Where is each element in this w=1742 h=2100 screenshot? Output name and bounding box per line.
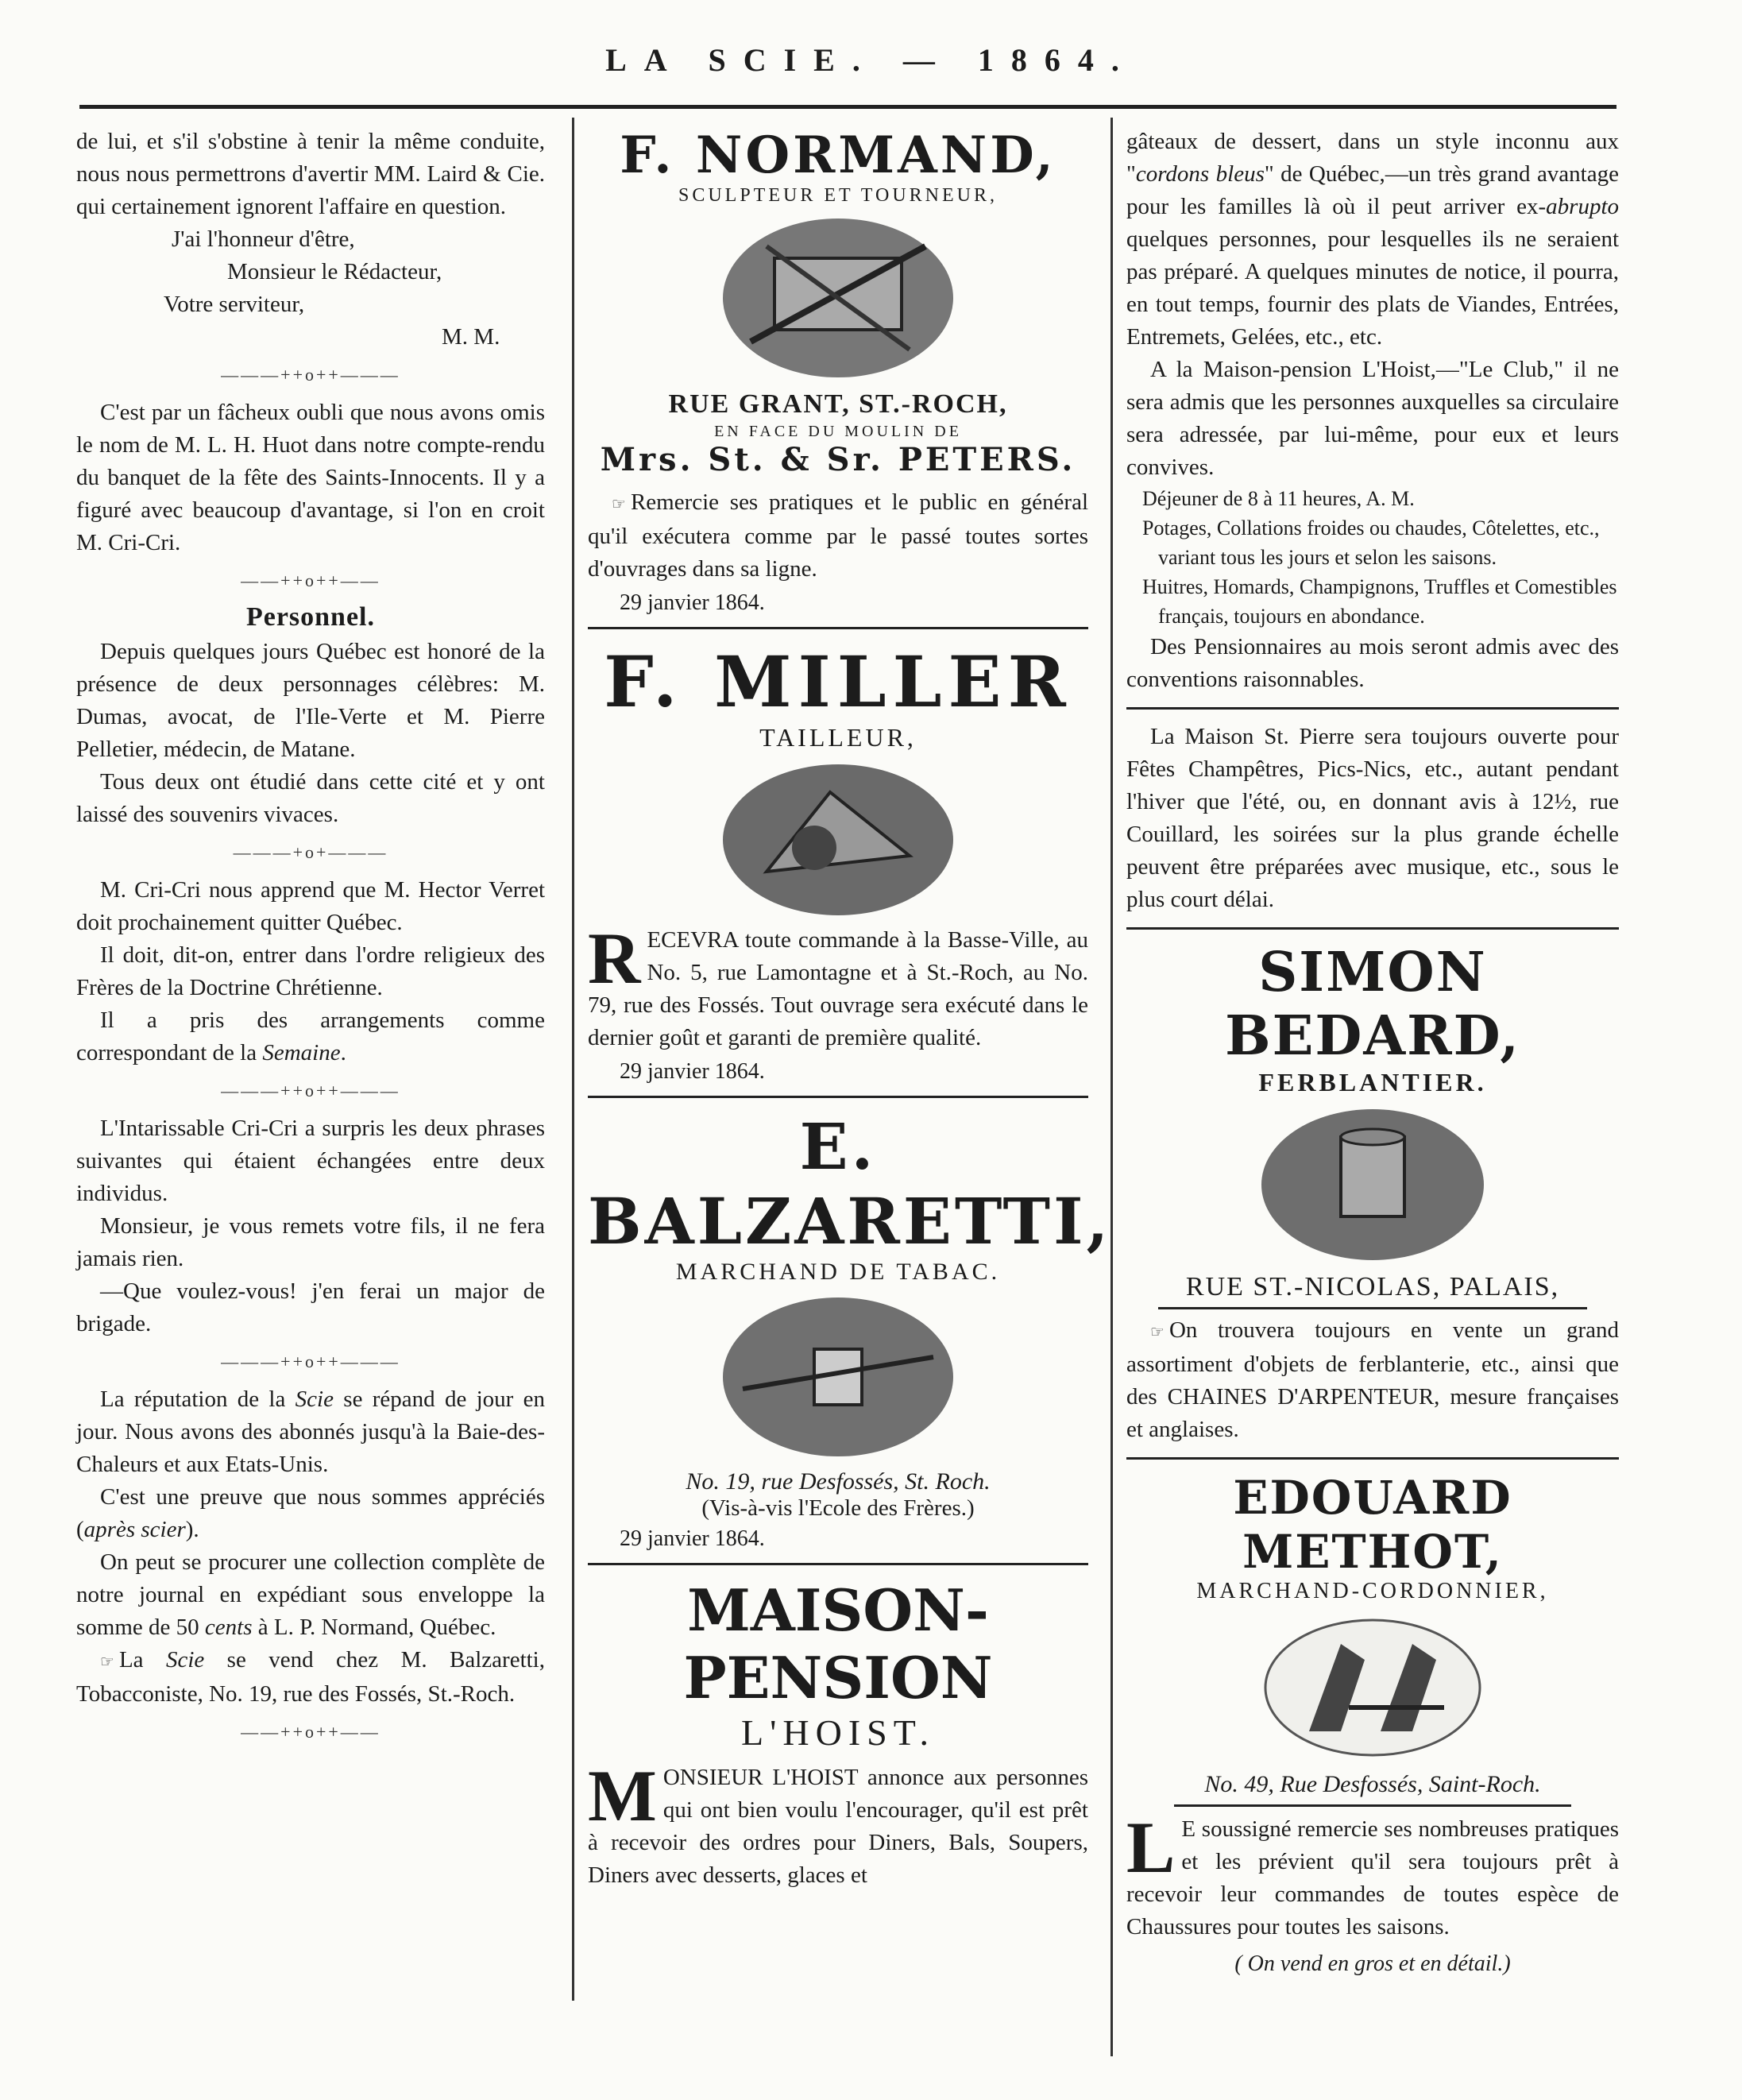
drop-cap: R	[588, 918, 641, 999]
signature-line: Votre serviteur,	[164, 292, 305, 317]
column-left	[76, 126, 545, 1754]
signature-line: Monsieur le Rédacteur,	[227, 259, 442, 284]
ad-balzaretti-name: E. BALZARETTI,	[588, 1109, 1112, 1259]
ad-normand-name: F. NORMAND,	[620, 126, 1056, 185]
menu-line: Potages, Collations froides ou chaudes, Côtelettes, etc., variant tous les jours et selon les saisons.	[1142, 516, 1600, 569]
ad-bedard-name: SIMON BEDARD,	[1225, 941, 1520, 1068]
pointing-hand-icon: ☞	[612, 494, 626, 513]
ad-balzaretti-landmark: (Vis-à-vis l'Ecole des Frères.)	[701, 1495, 975, 1521]
ad-normand-landmark: EN FACE DU MOULIN DE	[714, 423, 962, 440]
ad-methot-name: EDOUARD METHOT,	[1233, 1471, 1512, 1579]
ornament-divider: ——++o++——	[241, 1722, 380, 1742]
divider	[1126, 707, 1619, 710]
divider	[588, 1096, 1088, 1098]
paragraph: gâteaux de dessert, dans un style inconnu aux "cordons bleus" de Québec,—un très grand avantage pour les familles là où il peut arriver ex-abrupto quelques personnes, pour lesquelles ils ne seraient pas préparé. A quelques minutes de notice, il pourra, en tout temps, fournir des plats de Viandes, Entrées, Entremets, Gelées, etc., etc.	[1126, 129, 1619, 350]
paragraph: C'est une preuve que nous sommes appréciés (après scier).	[76, 1484, 545, 1542]
paragraph: Il a pris des arrangements comme correspondant de la Semaine.	[76, 1007, 545, 1065]
ad-methot-address: No. 49, Rue Desfossés, Saint-Roch.	[1204, 1771, 1541, 1797]
paragraph: Depuis quelques jours Québec est honoré de la présence de deux personnages célèbres: M. Dumas, avocat, de l'Ile-Verte et M. Pierre Pelletier, médecin, de Matane.	[76, 639, 545, 762]
divider	[1174, 1804, 1571, 1807]
ornament-divider: ———+o+———	[233, 842, 388, 862]
signature-initials: M. M.	[442, 324, 500, 350]
paragraph: La Maison St. Pierre sera toujours ouverte pour Fêtes Champêtres, Pics-Nics, etc., autant pendant l'hiver que l'été, ou, en donnant avis à 12½, rue Couillard, les soirées sur la plus grande échelle peuvent être préparées avec musique, etc., sous le plus court délai.	[1126, 724, 1619, 912]
paragraph: On peut se procurer une collection complète de notre journal en expédiant sous enveloppe la somme de 50 cents à L. P. Normand, Québec.	[76, 1549, 545, 1640]
ornament-divider: ——++o++——	[241, 570, 380, 590]
column-divider-2	[1110, 118, 1113, 2056]
column-divider-1	[572, 118, 574, 2001]
menu-line: Déjeuner de 8 à 11 heures, A. M.	[1142, 487, 1415, 510]
woodcut-tinware-icon	[1126, 1105, 1619, 1264]
paragraph: M. Cri-Cri nous apprend que M. Hector Verret doit prochainement quitter Québec.	[76, 877, 545, 935]
paragraph: ☞ La Scie se vend chez M. Balzaretti, Tobacconiste, No. 19, rue des Fossés, St.-Roch.	[76, 1647, 545, 1707]
woodcut-tailor-icon	[588, 760, 1088, 919]
ad-methot-text: L E soussigné remercie ses nombreuses pratiques et les prévient qu'il sera toujours prêt à recevoir leur commandes de toutes espèce de Chaussures pour toutes les saisons.	[1126, 1807, 1619, 1940]
paragraph: Des Pensionnaires au mois seront admis avec des conventions raisonnables.	[1126, 634, 1619, 692]
paragraph: de lui, et s'il s'obstine à tenir la même conduite, nous nous permettrons d'avertir MM. Laird & Cie. qui certainement ignorent l'affaire en question.	[76, 129, 545, 219]
paragraph: Il doit, dit-on, entrer dans l'ordre religieux des Frères de la Doctrine Chrétienne.	[76, 942, 545, 1000]
ad-normand-street: RUE GRANT, ST.-ROCH,	[668, 389, 1008, 419]
ad-bedard-street: RUE ST.-NICOLAS, PALAIS,	[1185, 1272, 1560, 1301]
ad-miller-name: F. MILLER	[604, 640, 1072, 723]
pointing-hand-icon: ☞	[1150, 1322, 1165, 1341]
ad-miller-text: RECEVRA toute commande à la Basse-Ville, au No. 5, rue Lamontagne et à St.-Roch, au No. 79, rue des Fossés. Tout ouvrage sera exécuté dans le dernier goût et garanti de première qualité.	[588, 918, 1088, 1050]
ad-date: 29 janvier 1864.	[620, 590, 765, 615]
paragraph: Tous deux ont étudié dans cette cité et y ont laissé des souvenirs vivaces.	[76, 769, 545, 827]
paragraph: La réputation de la Scie se répand de jour en jour. Nous avons des abonnés jusqu'à la Baie-des-Chaleurs et aux Etats-Unis.	[76, 1386, 546, 1477]
ad-date: 29 janvier 1864.	[620, 1526, 765, 1551]
ad-pension-name: MAISON-PENSION	[683, 1576, 993, 1711]
drop-cap: L	[1126, 1807, 1176, 1888]
ornament-divider: ———++o++———	[221, 365, 400, 385]
woodcut-tools-icon	[588, 215, 1088, 381]
ad-methot-footer: ( On vend en gros et en détail.)	[1234, 1951, 1511, 1976]
menu-line: Huitres, Homards, Champignons, Truffles et Comestibles français, toujours en abondance.	[1142, 575, 1617, 628]
paragraph: A la Maison-pension L'Hoist,—"Le Club," il ne sera admis que les personnes auxquelles sa circulaire sera adressée, par lui-même, pour eux et leurs convives.	[1126, 357, 1619, 480]
ornament-divider: ———++o++———	[221, 1352, 400, 1371]
section-heading: Personnel.	[245, 602, 376, 632]
divider	[1158, 1307, 1587, 1309]
ad-miller-trade: TAILLEUR,	[759, 723, 917, 752]
ad-date: 29 janvier 1864.	[620, 1059, 765, 1084]
paragraph: Monsieur, je vous remets votre fils, il ne fera jamais rien.	[76, 1213, 545, 1271]
paragraph: —Que voulez-vous! j'en ferai un major de brigade.	[76, 1278, 545, 1336]
ad-balzaretti-trade: MARCHAND DE TABAC.	[675, 1259, 1001, 1285]
pointing-hand-icon: ☞	[100, 1652, 114, 1671]
ad-bedard-text: ☞ On trouvera toujours en vente un grand assortiment d'objets de ferblanterie, etc., ainsi que des CHAINES D'ARPENTEUR, mesure françaises et anglaises.	[1126, 1317, 1619, 1442]
top-rule	[79, 105, 1616, 109]
column-middle	[588, 126, 1112, 1892]
drop-cap: M	[588, 1755, 657, 1836]
paragraph: L'Intarissable Cri-Cri a surpris les deux phrases suivantes qui étaient échangées entre deux individus.	[76, 1116, 545, 1206]
ad-pension-text: MONSIEUR L'HOIST annonce aux personnes qui ont bien voulu l'encourager, qu'il est prêt à recevoir des ordres pour Diners, Bals, Soupers, Diners avec desserts, glaces et	[588, 1755, 1088, 1888]
divider	[1126, 1457, 1619, 1460]
ad-normand-trade: SCULPTEUR ET TOURNEUR,	[678, 185, 998, 206]
ad-methot-trade: MARCHAND-CORDONNIER,	[1196, 1579, 1549, 1603]
paragraph: C'est par un fâcheux oubli que nous avons omis le nom de M. L. H. Huot dans notre compte-rendu du banquet de la fête des Saints-Innocents. Il y a figuré avec beaucoup d'avantage, si l'on en croit M. Cri-Cri.	[76, 400, 545, 555]
woodcut-boots-icon	[1126, 1612, 1619, 1763]
divider	[588, 627, 1088, 629]
ad-bedard-trade: FERBLANTIER.	[1258, 1068, 1487, 1096]
divider	[588, 1563, 1088, 1565]
ad-balzaretti-address: No. 19, rue Desfossés, St. Roch.	[686, 1468, 991, 1495]
ad-normand-text: ☞ Remercie ses pratiques et le public en général qu'il exécutera comme par le passé toutes sortes d'ouvrages dans sa ligne.	[588, 489, 1088, 582]
woodcut-tobacco-icon	[588, 1294, 1088, 1460]
divider	[1126, 927, 1619, 930]
ornament-divider: ———++o++———	[221, 1081, 400, 1100]
signature-line: J'ai l'honneur d'être,	[172, 226, 355, 252]
ad-normand-mill: Mrs. St. & Sr. PETERS.	[600, 441, 1076, 478]
column-right	[1126, 126, 1619, 1977]
ad-pension-subtitle: L'HOIST.	[741, 1712, 935, 1753]
masthead: LA SCIE. — 1864.	[605, 42, 1137, 78]
